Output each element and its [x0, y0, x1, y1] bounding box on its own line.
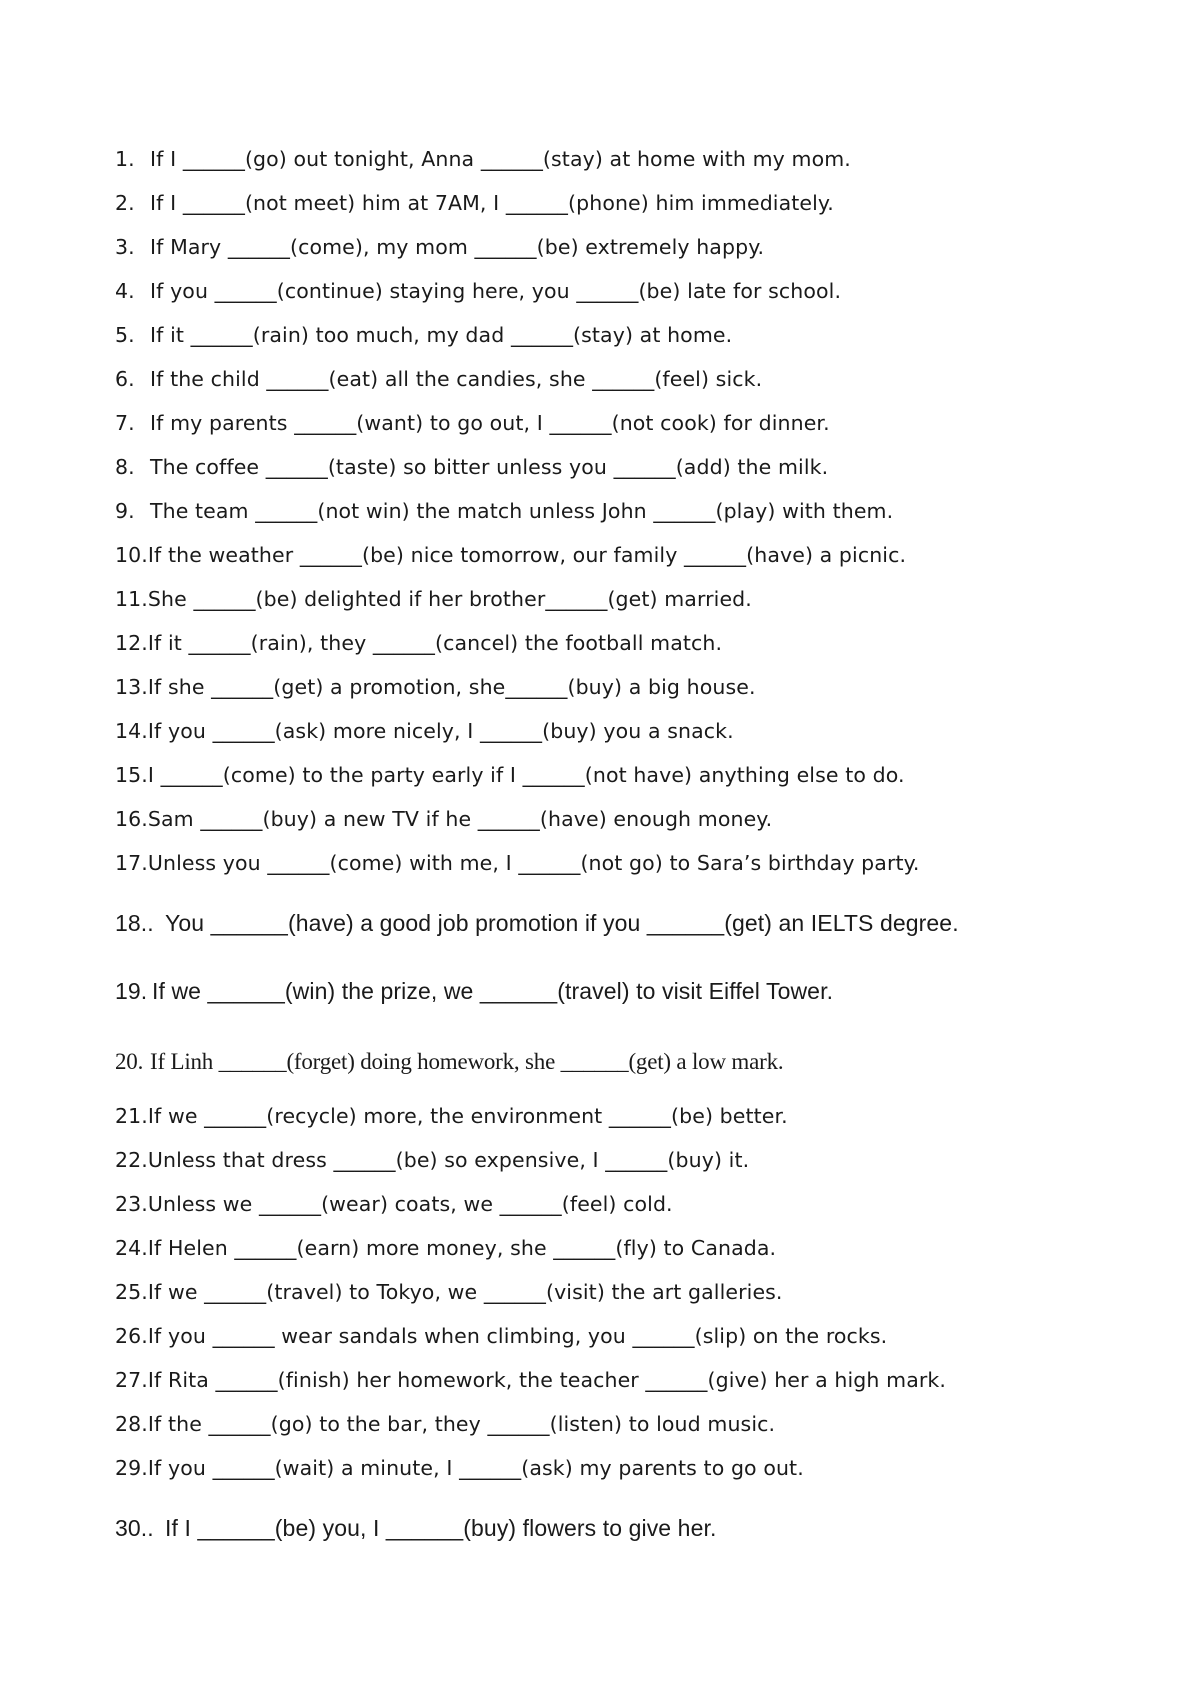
exercise-item — [115, 912, 959, 935]
item-number: 30.. — [115, 1515, 154, 1541]
item-text: If I ______(go) out tonight, Anna ______(stay) at home with my mom. — [150, 147, 851, 171]
item-text: If you ______(continue) staying here, you ______(be) late for school. — [150, 279, 842, 303]
item-text: If I ______(not meet) him at 7AM, I ______(phone) him immediately. — [150, 191, 834, 215]
item-number: 13. — [115, 675, 148, 699]
item-number: 15. — [115, 763, 148, 787]
exercise-item — [115, 369, 762, 390]
exercise-item — [115, 193, 834, 214]
exercise-item — [115, 1458, 804, 1479]
item-text: If my parents ______(want) to go out, I ______(not cook) for dinner. — [150, 411, 830, 435]
item-number: 11. — [115, 587, 148, 611]
exercise-item — [115, 545, 906, 566]
item-text: If the child ______(eat) all the candies, she ______(feel) sick. — [150, 367, 763, 391]
item-number: 12. — [115, 631, 148, 655]
item-number: 25. — [115, 1280, 148, 1304]
exercise-item — [115, 1106, 788, 1127]
item-number: 10. — [115, 543, 148, 567]
item-number: 17. — [115, 851, 148, 875]
exercise-item — [115, 501, 893, 522]
exercise-item — [115, 809, 772, 830]
exercise-item — [115, 1517, 716, 1540]
item-number: 19. — [115, 978, 148, 1004]
item-text: You ______(have) a good job promotion if you ______(get) an IELTS degree. — [165, 910, 959, 936]
item-number: 28. — [115, 1412, 148, 1436]
exercise-item — [115, 1150, 749, 1171]
item-number: 26. — [115, 1324, 148, 1348]
item-number: 20. — [115, 1049, 144, 1074]
exercise-item — [115, 980, 833, 1003]
item-number: 9. — [115, 499, 135, 523]
item-text: Sam ______(buy) a new TV if he ______(have) enough money. — [147, 807, 773, 831]
item-text: She ______(be) delighted if her brother______(get) married. — [147, 587, 752, 611]
exercise-item — [115, 1050, 783, 1073]
exercise-item — [115, 677, 756, 698]
item-number: 23. — [115, 1192, 148, 1216]
item-text: If I ______(be) you, I ______(buy) flowers to give her. — [165, 1515, 717, 1541]
exercise-item — [115, 853, 920, 874]
item-text: Unless that dress ______(be) so expensive, I ______(buy) it. — [147, 1148, 750, 1172]
item-text: If the ______(go) to the bar, they ______(listen) to loud music. — [147, 1412, 776, 1436]
item-text: If Mary ______(come), my mom ______(be) extremely happy. — [150, 235, 765, 259]
exercise-item — [115, 1194, 673, 1215]
item-text: If you ______(ask) more nicely, I ______(buy) you a snack. — [147, 719, 734, 743]
item-text: If it ______(rain) too much, my dad ______(stay) at home. — [150, 323, 733, 347]
exercise-item — [115, 413, 830, 434]
item-number: 4. — [115, 279, 135, 303]
item-text: I ______(come) to the party early if I ______(not have) anything else to do. — [147, 763, 905, 787]
item-text: If you ______ wear sandals when climbing, you ______(slip) on the rocks. — [147, 1324, 888, 1348]
item-number: 3. — [115, 235, 135, 259]
item-number: 16. — [115, 807, 148, 831]
item-number: 29. — [115, 1456, 148, 1480]
exercise-item — [115, 237, 764, 258]
item-text: If we ______(travel) to Tokyo, we ______(visit) the art galleries. — [147, 1280, 783, 1304]
exercise-item — [115, 1414, 775, 1435]
item-text: If you ______(wait) a minute, I ______(ask) my parents to go out. — [147, 1456, 804, 1480]
item-text: If Helen ______(earn) more money, she ______(fly) to Canada. — [147, 1236, 777, 1260]
exercise-item — [115, 721, 734, 742]
item-text: If she ______(get) a promotion, she______(buy) a big house. — [147, 675, 756, 699]
exercise-item — [115, 633, 722, 654]
item-number: 7. — [115, 411, 135, 435]
item-text: If we ______(win) the prize, we ______(travel) to visit Eiffel Tower. — [152, 978, 834, 1004]
item-number: 6. — [115, 367, 135, 391]
item-number: 24. — [115, 1236, 148, 1260]
item-number: 2. — [115, 191, 135, 215]
item-number: 14. — [115, 719, 148, 743]
item-number: 5. — [115, 323, 135, 347]
item-text: The team ______(not win) the match unless John ______(play) with them. — [150, 499, 894, 523]
item-number: 27. — [115, 1368, 148, 1392]
exercise-item — [115, 457, 828, 478]
exercise-item — [115, 1370, 946, 1391]
exercise-item — [115, 325, 732, 346]
exercise-item — [115, 149, 851, 170]
item-text: If we ______(recycle) more, the environment ______(be) better. — [147, 1104, 788, 1128]
item-text: If the weather ______(be) nice tomorrow, our family ______(have) a picnic. — [147, 543, 907, 567]
item-number: 1. — [115, 147, 135, 171]
item-number: 21. — [115, 1104, 148, 1128]
item-text: The coffee ______(taste) so bitter unless you ______(add) the milk. — [150, 455, 829, 479]
item-number: 18.. — [115, 910, 154, 936]
exercise-item — [115, 1326, 887, 1347]
item-text: Unless you ______(come) with me, I ______(not go) to Sara’s birthday party. — [147, 851, 920, 875]
exercise-item — [115, 589, 752, 610]
item-number: 22. — [115, 1148, 148, 1172]
exercise-item — [115, 1282, 783, 1303]
exercise-item — [115, 281, 841, 302]
item-number: 8. — [115, 455, 135, 479]
item-text: Unless we ______(wear) coats, we ______(feel) cold. — [147, 1192, 673, 1216]
exercise-item — [115, 765, 905, 786]
exercise-item — [115, 1238, 776, 1259]
item-text: If it ______(rain), they ______(cancel) the football match. — [147, 631, 723, 655]
item-text: If Linh ______(forget) doing homework, she ______(get) a low mark. — [150, 1049, 784, 1074]
item-text: If Rita ______(finish) her homework, the teacher ______(give) her a high mark. — [147, 1368, 946, 1392]
